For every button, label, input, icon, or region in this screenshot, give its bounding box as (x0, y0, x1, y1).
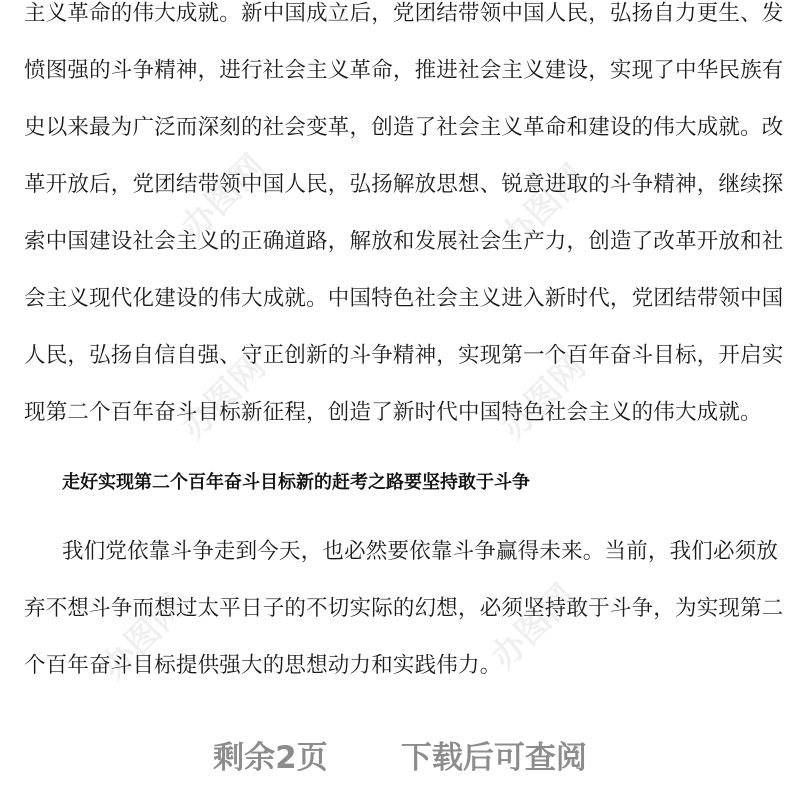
paragraph-line: 人民，弘扬自信自强、守正创新的斗争精神，实现第一个百年奋斗目标，开启实 (24, 343, 784, 368)
paragraph-line: 会主义现代化建设的伟大成就。中国特色社会主义进入新时代，党团结带领中国 (24, 286, 784, 311)
paragraph-line: 革开放后，党团结带领中国人民，弘扬解放思想、锐意进取的斗争精神，继续探 (24, 172, 784, 197)
download-to-view-link[interactable]: 下载后可查阅 (400, 740, 587, 776)
watermark: 办图网 (493, 346, 594, 448)
paragraph-line: 索中国建设社会主义的正确道路，解放和发展社会生产力，创造了改革开放和社 (24, 229, 784, 254)
paragraph-line: 主义革命的伟大成就。新中国成立后，党团结带领中国人民，弘扬自力更生、发 (24, 1, 784, 26)
watermark: 办图网 (483, 576, 584, 678)
paragraph-line: 愤图强的斗争精神，进行社会主义革命，推进社会主义建设，实现了中华民族有 (24, 58, 784, 83)
paragraph-line: 弃不想斗争而想过太平日子的不切实际的幻想，必须坚持敢于斗争，为实现第二 (24, 596, 784, 621)
remaining-pages-label: 剩余2页 (213, 740, 328, 776)
watermark: 办图网 (173, 146, 274, 248)
watermark: 办图网 (493, 156, 594, 258)
download-prompt-bar[interactable] (0, 728, 800, 788)
section-heading: 走好实现第二个百年奋斗目标新的赶考之路要坚持敢于斗争 (62, 472, 530, 493)
paragraph-line: 现第二个百年奋斗目标新征程，创造了新时代中国特色社会主义的伟大成就。 (24, 400, 762, 425)
paragraph-line: 我们党依靠斗争走到今天，也必然要依靠斗争赢得未来。当前，我们必须放 (62, 539, 779, 564)
paragraph-line: 个百年奋斗目标提供强大的思想动力和实践伟力。 (24, 653, 502, 678)
watermark: 办图网 (173, 346, 274, 448)
watermark: 办图网 (93, 586, 194, 688)
paragraph-line: 史以来最为广泛而深刻的社会变革，创造了社会主义革命和建设的伟大成就。改 (24, 115, 784, 140)
